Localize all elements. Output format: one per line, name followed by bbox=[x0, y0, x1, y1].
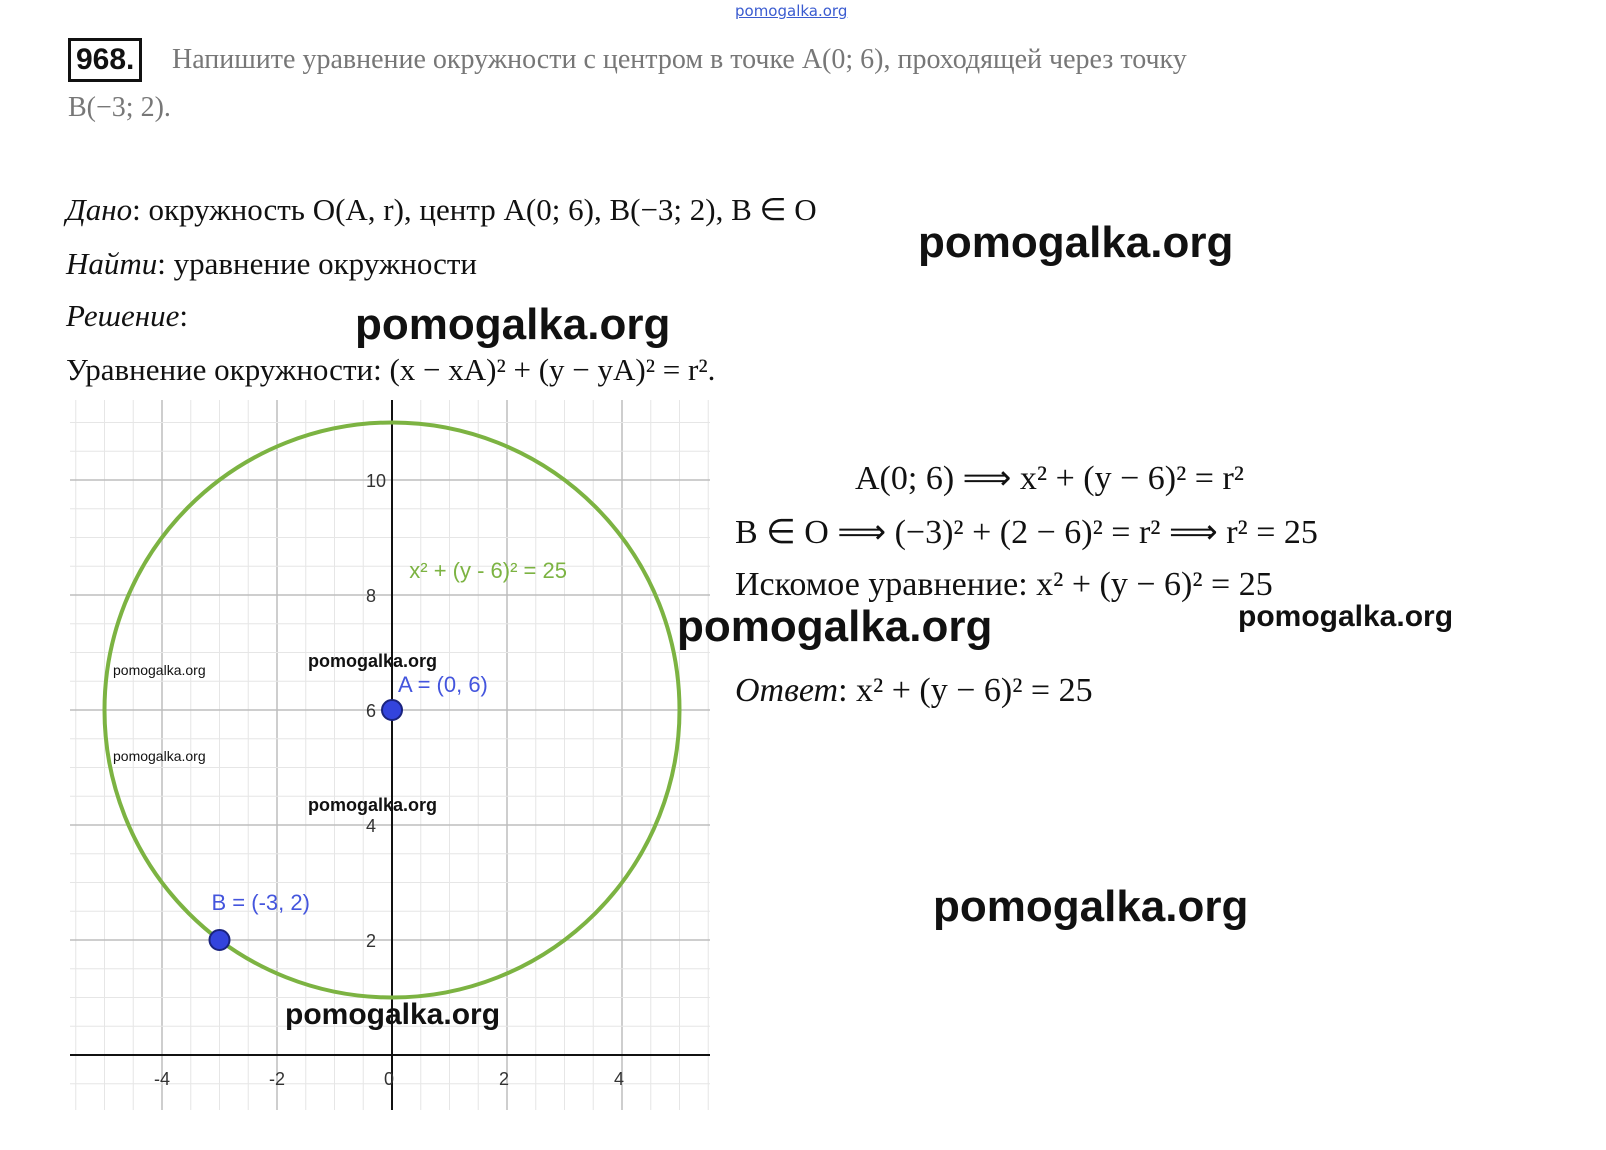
y-tick-label: 6 bbox=[366, 701, 377, 721]
point-b bbox=[210, 930, 230, 950]
watermark: pomogalka.org bbox=[113, 662, 206, 678]
watermark: pomogalka.org bbox=[285, 998, 501, 1031]
x-tick-label: -2 bbox=[269, 1069, 286, 1089]
y-tick-label: 4 bbox=[366, 816, 377, 836]
point-b-label: B = (-3, 2) bbox=[211, 890, 310, 915]
find-line bbox=[66, 246, 477, 282]
problem-text-line2: B(−3; 2). bbox=[68, 92, 171, 123]
x-tick-label: -4 bbox=[154, 1069, 171, 1089]
y-tick-label: 10 bbox=[366, 471, 387, 491]
answer-text: : x² + (y − 6)² = 25 bbox=[838, 672, 1093, 709]
x-tick-label: 2 bbox=[499, 1069, 510, 1089]
step-center: A(0; 6) ⟹ x² + (y − 6)² = r² bbox=[855, 460, 1244, 497]
watermark: pomogalka.org bbox=[355, 300, 671, 349]
solution-label: Решение bbox=[66, 298, 180, 333]
x-tick-label: 0 bbox=[384, 1069, 395, 1089]
problem-text-line1: Напишите уравнение окружности с центром в точке A(0; 6), проходящей через точку bbox=[172, 44, 1187, 75]
watermark: pomogalka.org bbox=[933, 882, 1249, 931]
watermark: pomogalka.org bbox=[677, 602, 993, 651]
solution-colon: : bbox=[179, 298, 188, 333]
answer-label: Ответ bbox=[735, 672, 839, 709]
watermark: pomogalka.org bbox=[918, 218, 1234, 267]
watermark: pomogalka.org bbox=[308, 651, 438, 671]
step-result: Искомое уравнение: x² + (y − 6)² = 25 bbox=[735, 566, 1273, 603]
point-a bbox=[382, 700, 402, 720]
watermark: pomogalka.org bbox=[1238, 600, 1454, 633]
given-text: : окружность O(A, r), центр A(0; 6), B(−3; 2), B ∈ O bbox=[132, 192, 817, 227]
given-label: Дано bbox=[66, 192, 133, 227]
general-equation: Уравнение окружности: (x − xA)² + (y − yA)² = r². bbox=[66, 352, 716, 387]
step-radius: B ∈ O ⟹ (−3)² + (2 − 6)² = r² ⟹ r² = 25 bbox=[735, 514, 1318, 551]
y-tick-label: 2 bbox=[366, 931, 377, 951]
y-tick-label: 8 bbox=[366, 586, 377, 606]
watermark: pomogalka.org bbox=[113, 748, 206, 764]
find-label: Найти bbox=[66, 246, 158, 281]
circle-equation-label: x² + (y - 6)² = 25 bbox=[409, 557, 567, 583]
problem-number: 968. bbox=[68, 38, 142, 82]
point-a-label: A = (0, 6) bbox=[398, 672, 488, 697]
watermark: pomogalka.org bbox=[308, 795, 438, 815]
solution-heading bbox=[66, 298, 188, 334]
x-tick-label: 4 bbox=[614, 1069, 625, 1089]
given-line bbox=[66, 192, 817, 228]
site-link-top[interactable]: pomogalka.org bbox=[735, 2, 848, 20]
answer-line bbox=[735, 672, 1093, 710]
find-text: : уравнение окружности bbox=[157, 246, 477, 281]
